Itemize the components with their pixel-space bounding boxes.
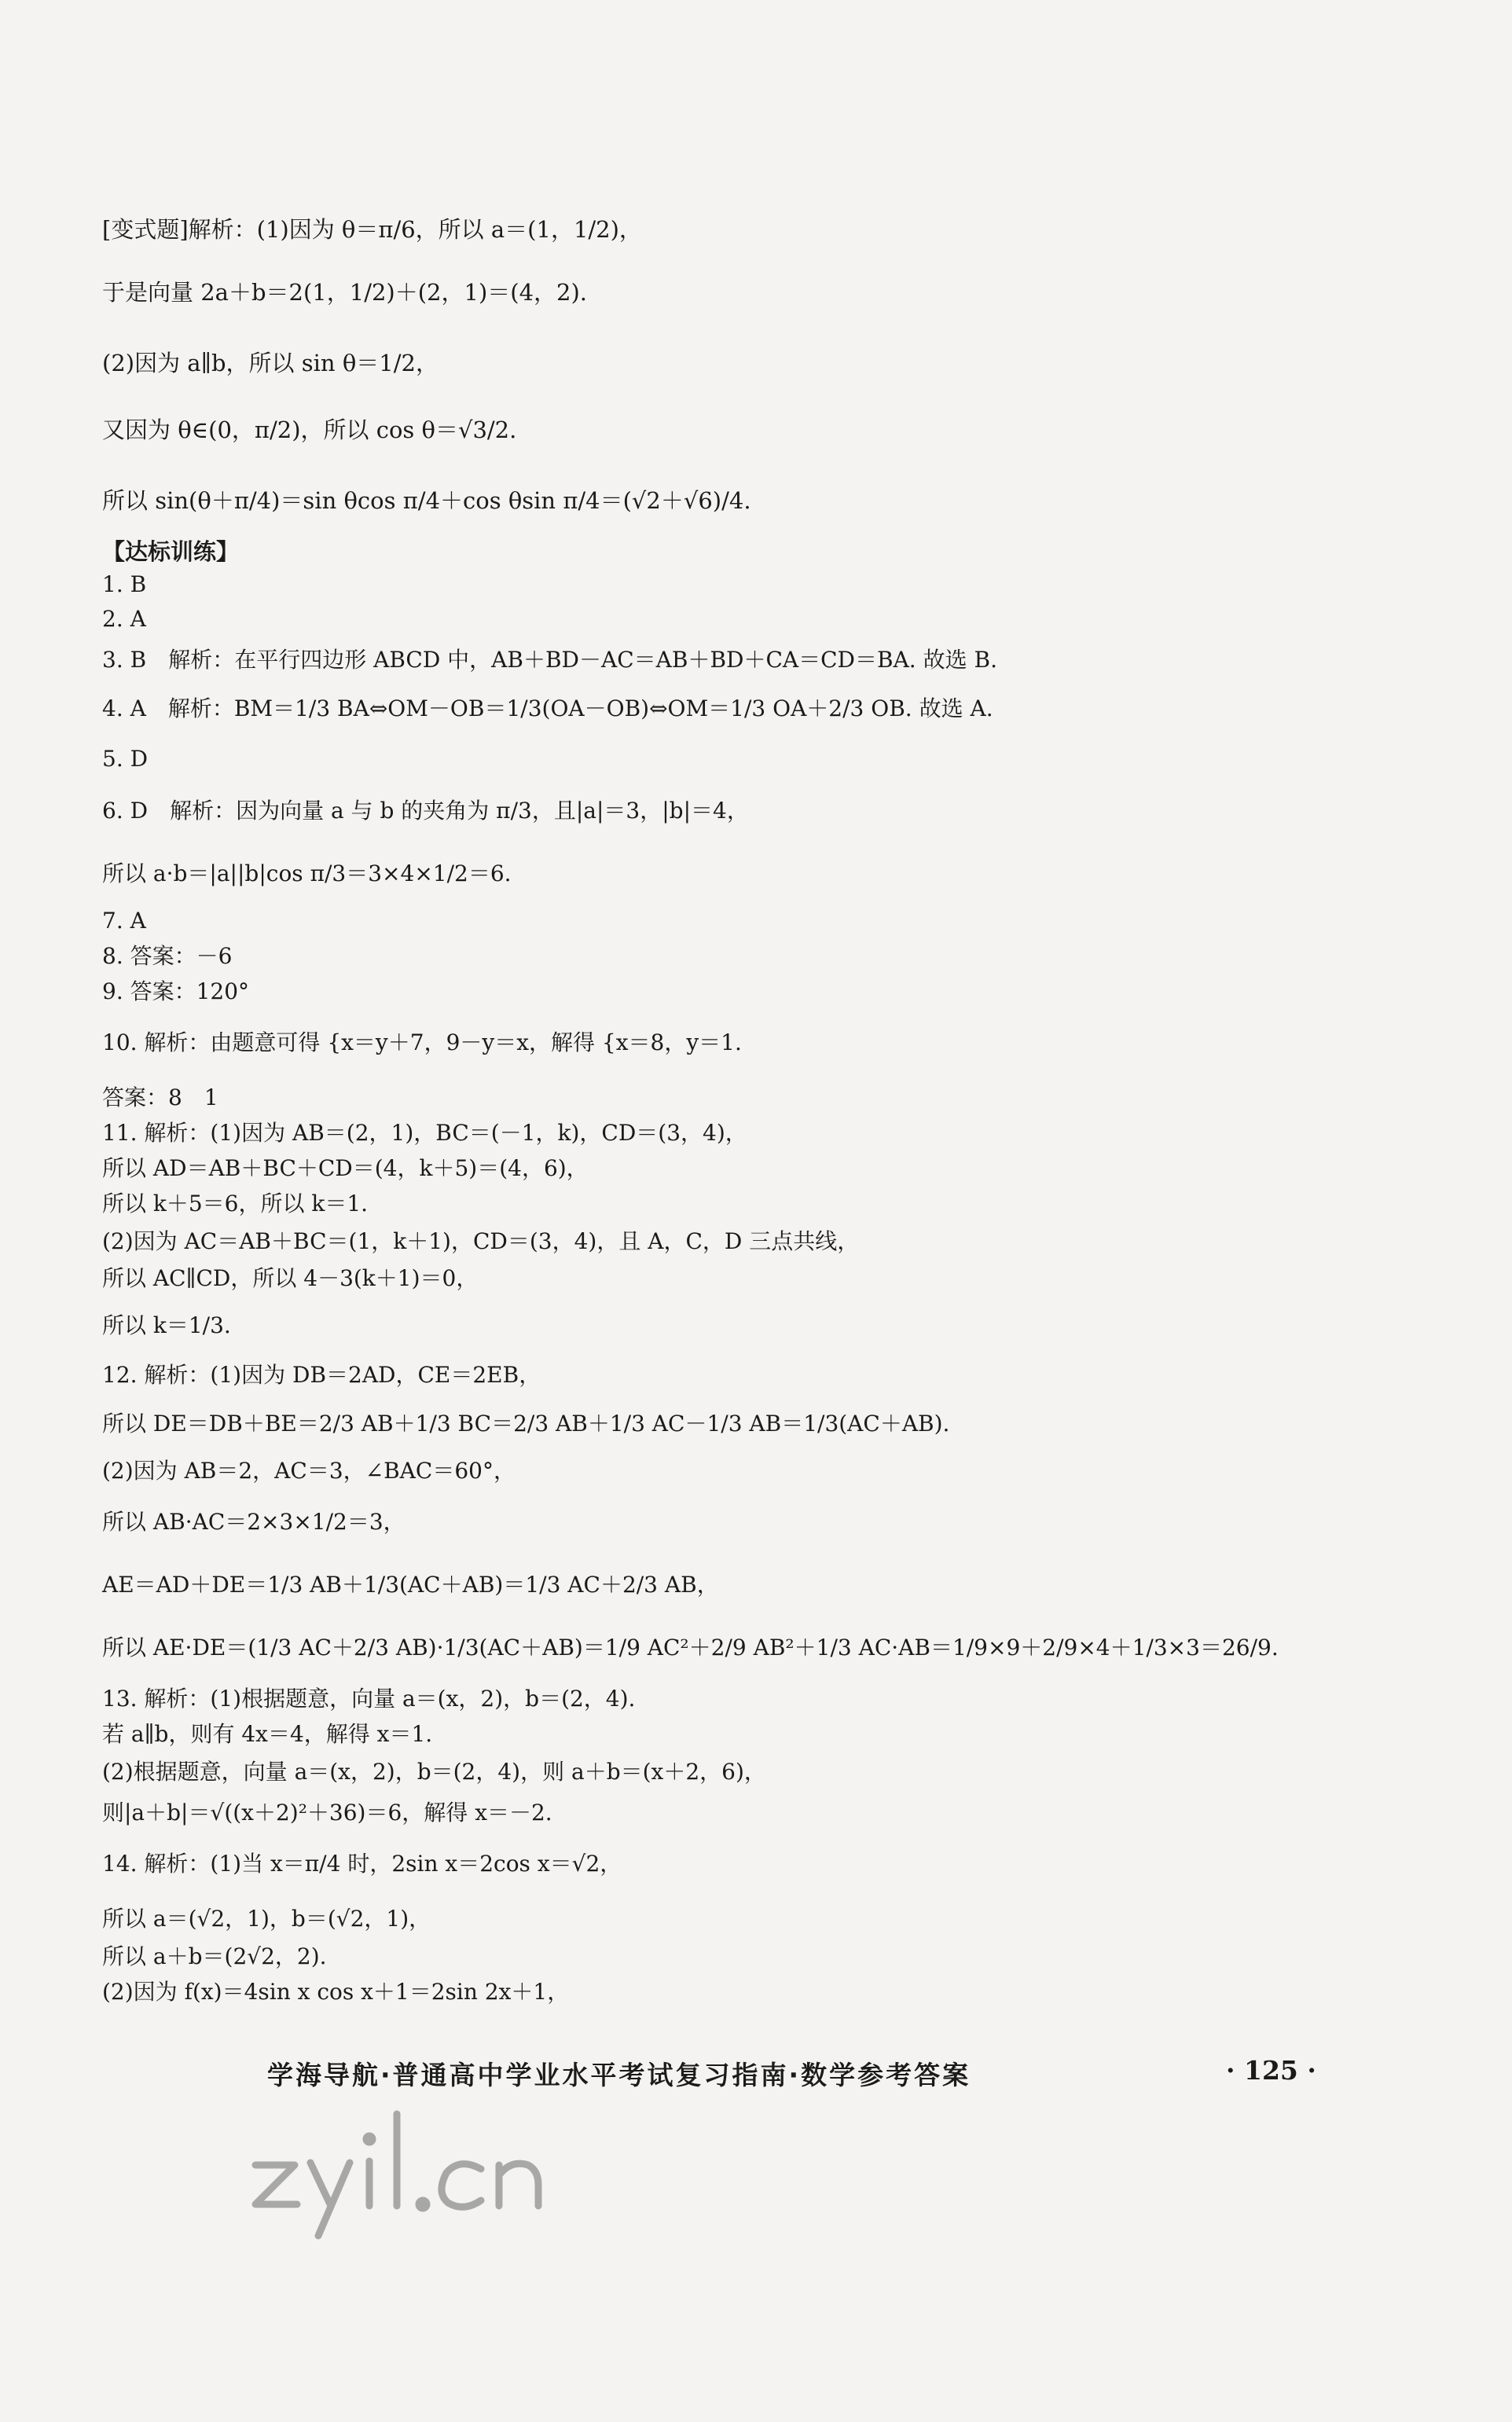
answer-10-result: 答案：8 1 <box>102 1084 218 1110</box>
answer-12-line-2: 所以 DE＝DB＋BE＝2/3 AB＋1/3 BC＝2/3 AB＋1/3 AC－1/3 AB＝1/3(AC＋AB). <box>102 1411 950 1437</box>
answer-12-line-1: 12. 解析：(1)因为 DB＝2AD，CE＝2EB， <box>102 1362 541 1388</box>
answer-1: 1. B <box>102 571 147 597</box>
answer-14-line-2: 所以 a＝(√2，1)，b＝(√2，1)， <box>102 1906 431 1932</box>
answer-11-line-5: 所以 AC∥CD，所以 4－3(k＋1)＝0， <box>102 1265 479 1291</box>
answer-13-line-1: 13. 解析：(1)根据题意，向量 a＝(x，2)，b＝(2，4). <box>102 1686 636 1712</box>
variant-line-1: [变式题]解析：(1)因为 θ＝π/6，所以 a＝(1，1/2)， <box>102 216 642 243</box>
answer-14-line-1: 14. 解析：(1)当 x＝π/4 时，2sin x＝2cos x＝√2， <box>102 1851 622 1877</box>
answer-11-line-3: 所以 k＋5＝6，所以 k＝1. <box>102 1191 369 1217</box>
answer-11-line-1: 11. 解析：(1)因为 AB＝(2，1)，BC＝(－1，k)，CD＝(3，4)， <box>102 1120 747 1146</box>
answer-7: 7. A <box>102 908 146 934</box>
variant-line-2: 于是向量 2a＋b＝2(1，1/2)＋(2，1)＝(4，2). <box>102 279 588 306</box>
answer-11-line-6: 所以 k＝1/3. <box>102 1312 231 1338</box>
answer-14-line-4: (2)因为 f(x)＝4sin x cos x＋1＝2sin 2x＋1， <box>102 1979 570 2005</box>
variant-line-3: (2)因为 a∥b，所以 sin θ＝1/2， <box>102 350 439 376</box>
answer-11-line-4: (2)因为 AC＝AB＋BC＝(1，k＋1)，CD＝(3，4)，且 A，C，D 三点共线， <box>102 1228 860 1254</box>
answer-12-line-3: (2)因为 AB＝2，AC＝3，∠BAC＝60°， <box>102 1458 516 1484</box>
answer-2: 2. A <box>102 606 146 632</box>
variant-line-5: 所以 sin(θ＋π/4)＝sin θcos π/4＋cos θsin π/4＝(√2＋√6)/4. <box>102 487 751 514</box>
answer-13-line-3: (2)根据题意，向量 a＝(x，2)，b＝(2，4)，则 a＋b＝(x＋2，6)， <box>102 1759 766 1785</box>
answer-12-line-6: 所以 AE·DE＝(1/3 AC＋2/3 AB)·1/3(AC＋AB)＝1/9 AC²＋2/9 AB²＋1/3 AC·AB＝1/9×9＋2/9×4＋1/3×3＝26/9. <box>102 1635 1279 1661</box>
section-title: 【达标训练】 <box>102 538 240 565</box>
answer-13-line-2: 若 a∥b，则有 4x＝4，解得 x＝1. <box>102 1721 433 1747</box>
variant-line-4: 又因为 θ∈(0，π/2)，所以 cos θ＝√3/2. <box>102 417 517 443</box>
page-footer-title: 学海导航·普通高中学业水平考试复习指南·数学参考答案 <box>267 2060 971 2090</box>
answer-6-detail: 所以 a·b＝|a||b|cos π/3＝3×4×1/2＝6. <box>102 861 512 886</box>
answer-3: 3. B 解析：在平行四边形 ABCD 中，AB＋BD－AC＝AB＋BD＋CA＝CD＝BA. 故选 B. <box>102 647 997 673</box>
answer-13-line-4: 则|a＋b|＝√((x＋2)²＋36)＝6，解得 x＝－2. <box>102 1800 552 1826</box>
answer-10: 10. 解析：由题意可得 {x＝y＋7，9－y＝x，解得 {x＝8，y＝1. <box>102 1029 742 1055</box>
answer-12-line-4: 所以 AB·AC＝2×3×1/2＝3， <box>102 1509 406 1535</box>
answer-11-line-2: 所以 AD＝AB＋BC＋CD＝(4，k＋5)＝(4，6)， <box>102 1155 589 1181</box>
page-number: · 125 · <box>1226 2055 1316 2086</box>
answer-9: 9. 答案：120° <box>102 978 250 1004</box>
answer-4: 4. A 解析：BM＝1/3 BA⇔OM－OB＝1/3(OA－OB)⇔OM＝1/3 OA＋2/3 OB. 故选 A. <box>102 695 993 721</box>
answer-8: 8. 答案：－6 <box>102 943 233 969</box>
answer-6: 6. D 解析：因为向量 a 与 b 的夹角为 π/3，且|a|＝3，|b|＝4， <box>102 798 749 824</box>
answer-5: 5. D <box>102 746 149 772</box>
answer-12-line-5: AE＝AD＋DE＝1/3 AB＋1/3(AC＋AB)＝1/3 AC＋2/3 AB， <box>102 1572 719 1598</box>
answer-14-line-3: 所以 a＋b＝(2√2，2). <box>102 1943 327 1969</box>
